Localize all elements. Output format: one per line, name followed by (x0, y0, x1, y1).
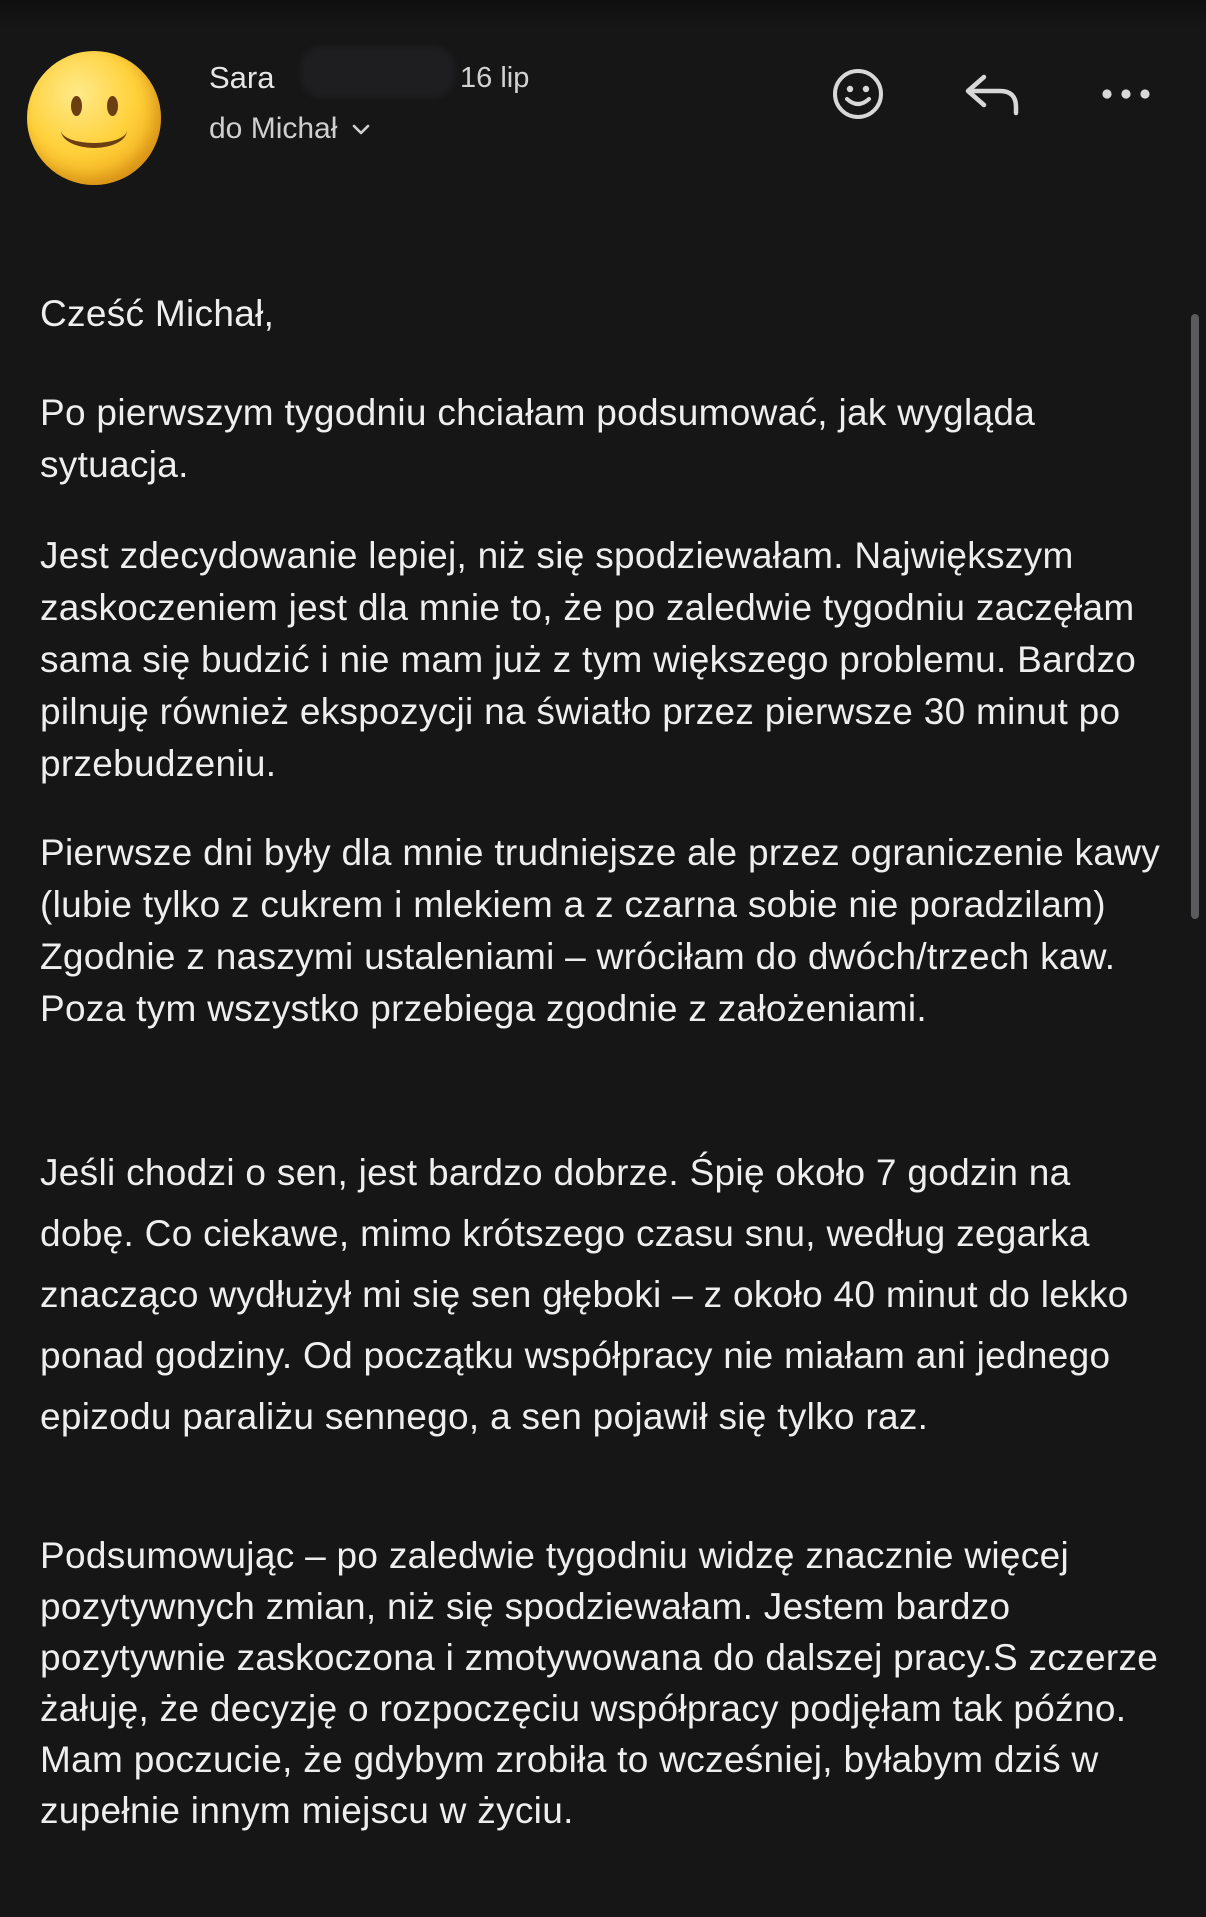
recipient-toggle[interactable] (209, 112, 373, 146)
message-paragraph: Jeśli chodzi o sen, jest bardzo dobrze. Śpię około 7 godzin na dobę. Co ciekawe, mimo krótszego czasu snu, według zegarka znacząco wydłużył mi się sen głęboki – z około 40 minut do lekko ponad godziny. Od początku współpracy nie miałam ani jednego epizodu paraliżu sennego, a sen pojawił się tylko raz. (40, 1152, 1129, 1437)
message-greeting: Cześć Michał, (40, 293, 275, 334)
message-date: 16 lip (460, 62, 530, 94)
reply-arrow-icon (962, 69, 1022, 119)
top-bar (0, 0, 1206, 30)
reply-button[interactable] (962, 64, 1022, 124)
smiley-icon (830, 66, 886, 122)
scrollbar-thumb[interactable] (1191, 314, 1199, 919)
sender-avatar[interactable] (27, 51, 161, 185)
message-paragraph: Podsumowując – po zaledwie tygodniu widzę znacznie więcej pozytywnych zmian, niż się spodziewałam. Jestem bardzo pozytywnie zaskoczona i zmotywowana do dalszej pracy.S zczerze żałuję, że decyzję o rozpoczęciu współpracy podjęłam tak późno. Mam poczucie, że gdybym zrobiła to wcześniej, byłabym dziś w zupełnie innym miejscu w życiu. (40, 1535, 1159, 1831)
sender-name[interactable]: Sara (209, 60, 275, 95)
avatar-mouth (61, 113, 127, 148)
chevron-down-icon (349, 117, 373, 141)
add-reaction-button[interactable] (828, 64, 888, 124)
message-paragraph: Po pierwszym tygodniu chciałam podsumować, jak wygląda sytuacja. (40, 392, 1036, 485)
recipient-label: do Michał (209, 112, 338, 145)
redacted-surname (300, 46, 455, 98)
message-paragraph: Jest zdecydowanie lepiej, niż się spodziewałam. Największym zaskoczeniem jest dla mnie to, że po zaledwie tygodniu zaczęłam sama się budzić i nie mam już z tym większego problemu. Bardzo pilnuję również ekspozycji na światło przez pierwsze 30 minut po przebudzeniu. (40, 535, 1137, 784)
more-options-button[interactable] (1096, 64, 1156, 124)
more-horizontal-icon (1098, 84, 1154, 104)
message-paragraph: Pierwsze dni były dla mnie trudniejsze ale przez ograniczenie kawy (lubie tylko z cukrem i mlekiem a z czarna sobie nie poradzilam) Zgodnie z naszymi ustaleniami – wróciłam do dwóch/trzech kaw. Poza tym wszystko przebiega zgodnie z założeniami. (40, 832, 1161, 1029)
